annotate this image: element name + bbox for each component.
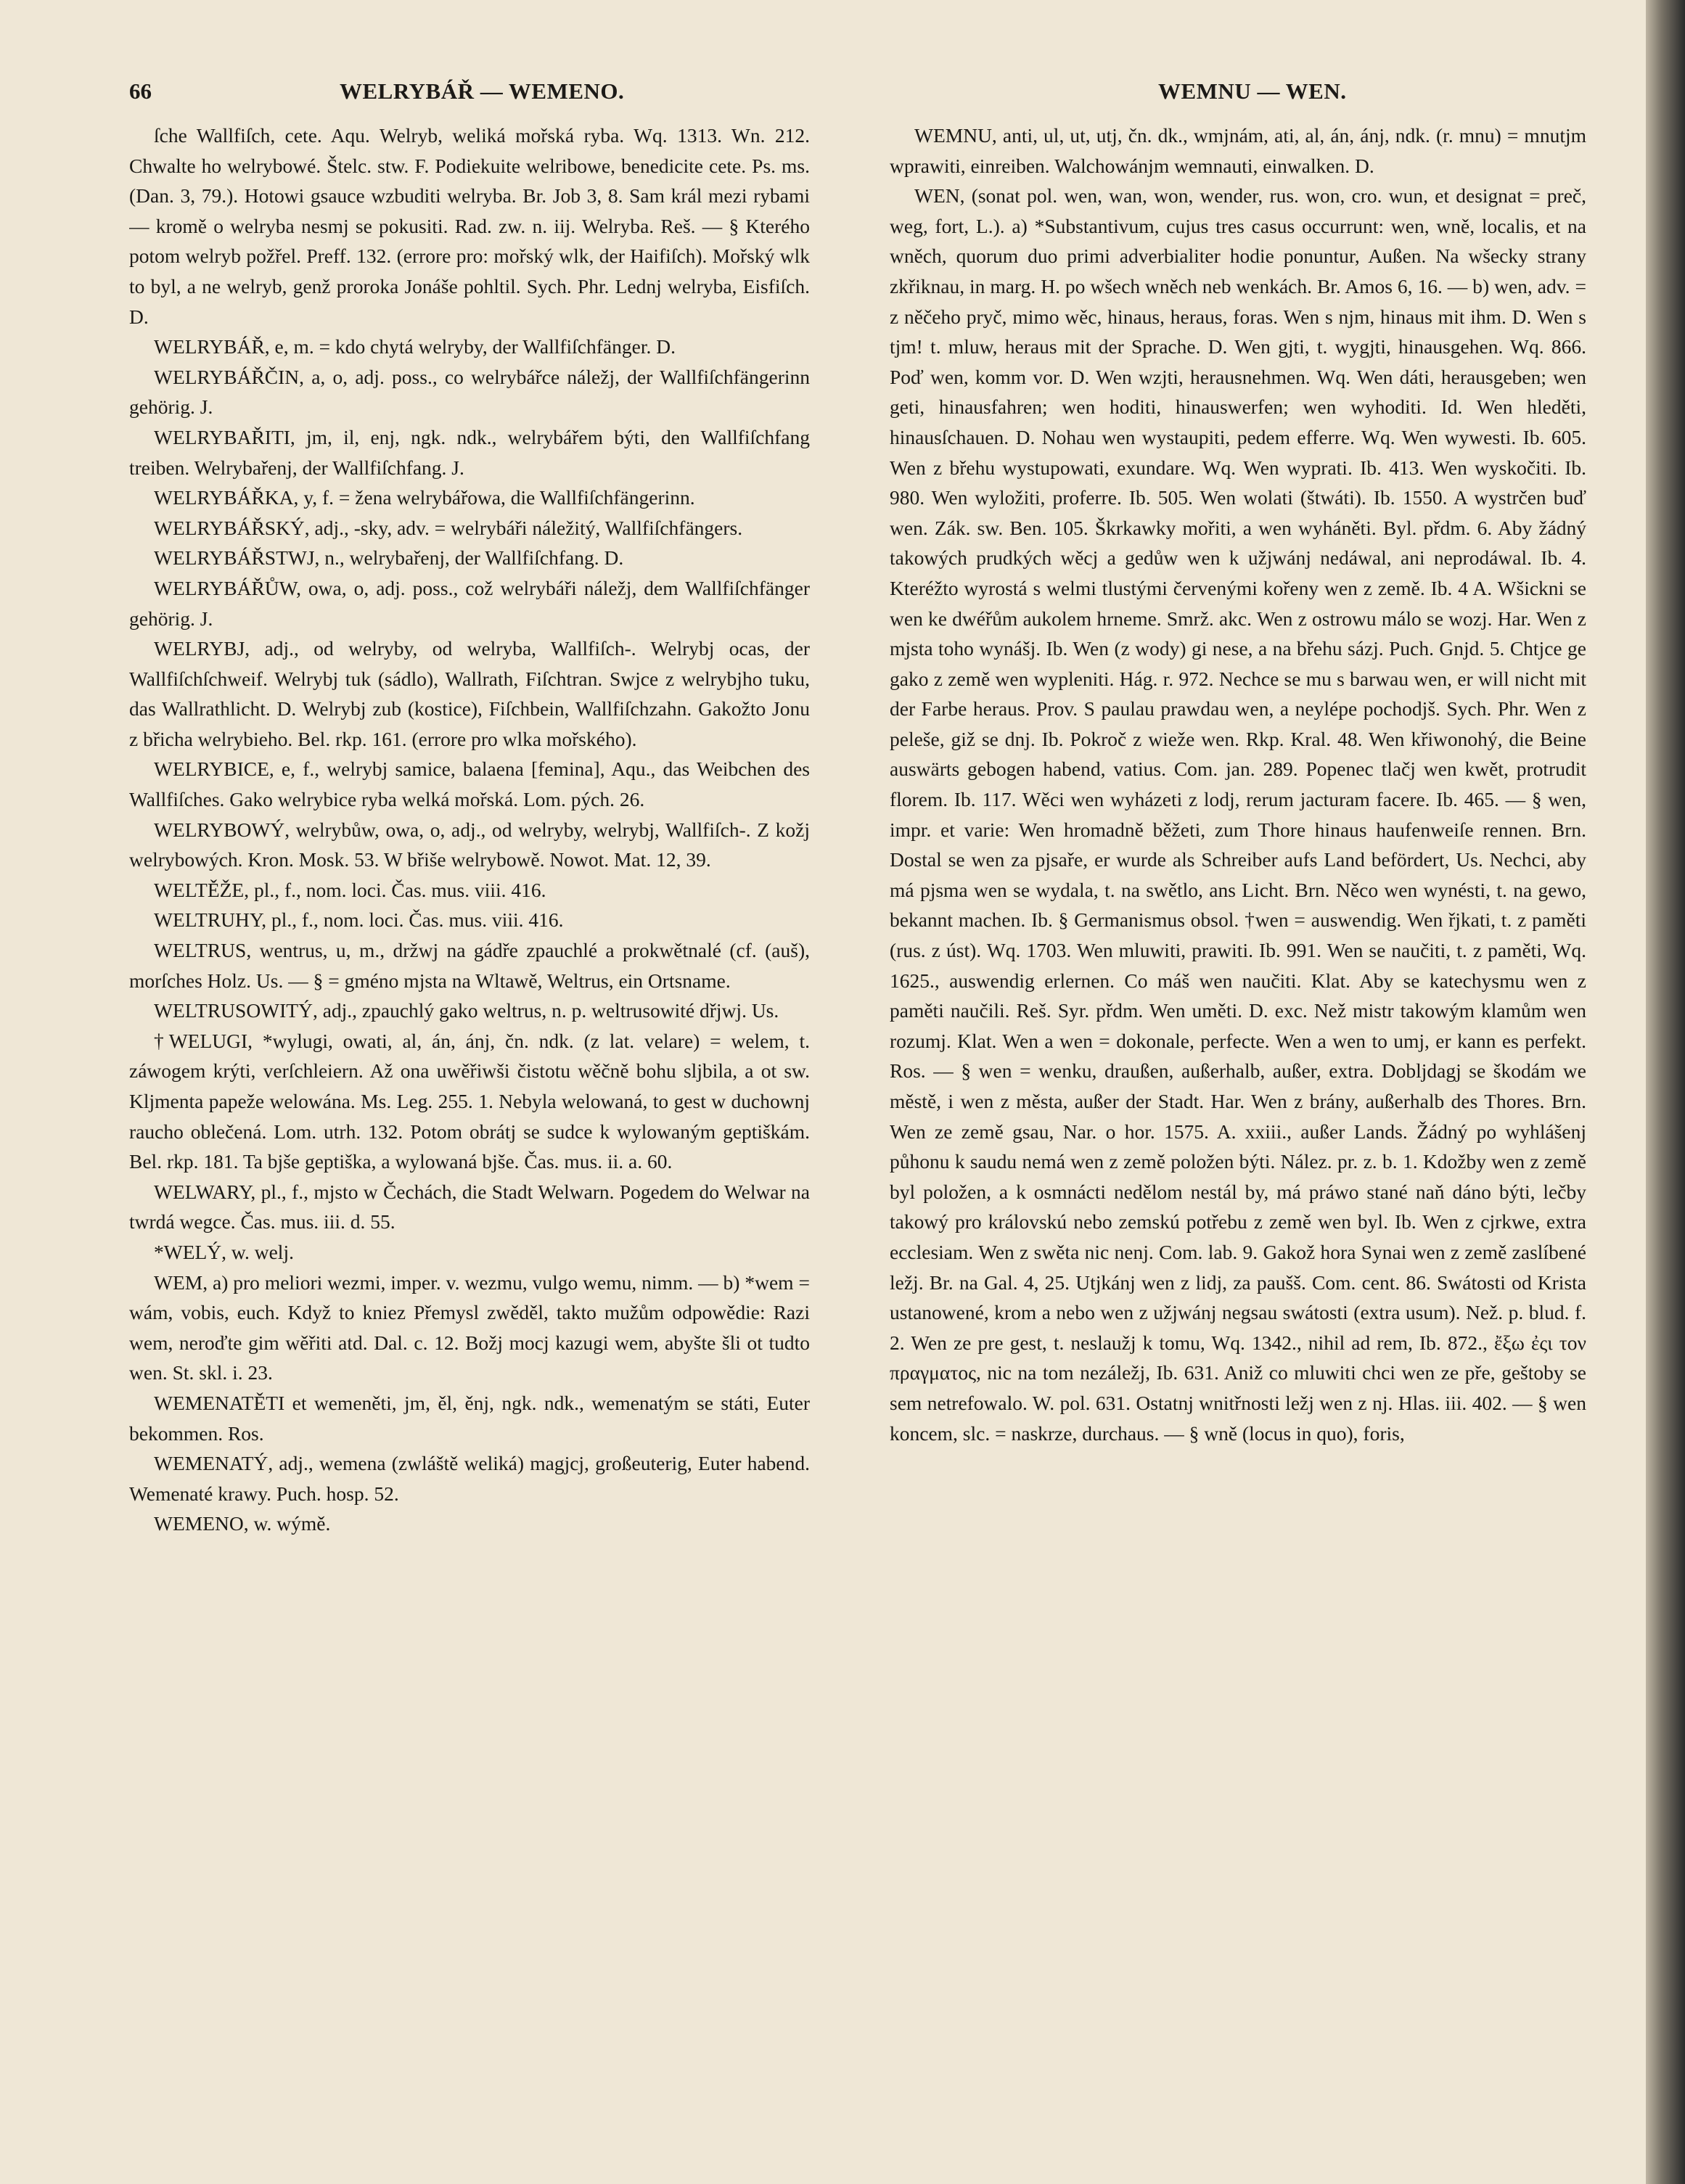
left-entry: †WELUGI, *wylugi, owati, al, án, ánj, čn. ndk. (z lat. velare) = welem, t. záwogem krýti, verſchleiern. Až ona uwěřiwši čistotu wěčně bohu sljbila, a ot sw. Kljmenta papeže welowána. Ms. Leg. 255. 1. Nebyla welowaná, to gest w duchownj raucho oblečená. Lom. utrh. 132. Potom obrátj se sudce k wylowaným geptiškám. Bel. rkp. 181. Ta bjše geptiška, a wylowaná bjše. Čas. mus. ii. a. 60. <box>129 1029 810 1173</box>
left-entry: WELWARY, pl., f., mjsto w Čechách, die Stadt Welwarn. Pogedem do Welwar na twrdá wegce. Čas. mus. iii. d. 55. <box>129 1180 810 1233</box>
left-entry: WELRYBAŘITI, jm, il, enj, ngk. ndk., welrybářem býti, den Wallfiſchfang treiben. Welrybařenj, der Wallfiſchfang. J. <box>129 425 810 479</box>
left-entry: WELRYBJ, adj., od welryby, od welryba, Wallfiſch-. Welrybj ocas, der Wallfiſchſchweif. Welrybj tuk (sádlo), Wallrath, Fiſchtran. Swjce z welrybjho tuku, das Wallrathlicht. D. Welrybj zub (kostice), Fiſchbein, Wallfiſchzahn. Gakožto Jonu z břicha welrybieho. Bel. rkp. 161. (errore pro wlka mořského). <box>129 637 810 750</box>
right-running-head: WEMNU — WEN. <box>1158 78 1347 104</box>
page-header <box>129 75 1569 110</box>
book-spine-shadow <box>1646 0 1685 2184</box>
left-entry: ſche Wallfiſch, cete. Aqu. Welryb, weliká mořská ryba. Wq. 1313. Wn. 212. Chwalte ho welrybowé. Štelc. stw. F. Podiekuite welribowe, benedicite cete. Ps. ms. (Dan. 3, 79.). Hotowi gsauce wzbuditi welryba. Br. Job 3, 8. Sam král mezi rybami — kromě o welryba nesmj se pokusiti. Rad. zw. n. iij. Welryba. Reš. — § Kterého potom welryb požřel. Preff. 132. (errore pro: mořský wlk, der Haifiſch). Mořský wlk to byl, a ne welryb, genž proroka Jonáše pohltil. Sych. Phr. Lednj welryba, Eisfiſch. D. <box>129 124 810 328</box>
left-entry: WELRYBÁŘSKÝ, adj., -sky, adv. = welrybáři náležitý, Wallfiſchfängers. <box>154 516 743 539</box>
right-entry: WEN, (sonat pol. wen, wan, won, wender, rus. won, cro. wun, et designat = preč, weg, fort, L.). a) *Substantivum, cujus tres casus occurrunt: wen, wně, localis, et na wněch, quorum duo primi adverbialiter hodie ponuntur, Außen. Na wšecky strany zkřiknau, in marg. H. po wšech wněch neb wenkách. Br. Amos 6, 16. — b) wen, adv. = z něčeho pryč, mimo wěc, hinaus, heraus, foras. Wen s njm, hinaus mit ihm. D. Wen s tjm! t. mluw, heraus mit der Sprache. D. Wen gjti, t. wygjti, hinausgehen. Wq. 866. Poď wen, komm vor. D. Wen wzjti, herausnehmen. Wq. Wen dáti, herausgeben; wen geti, hinausfahren; wen hoditi, hinauswerfen; wen wyhoditi. Id. Wen hleděti, hinausſchauen. D. Nohau wen wystaupiti, pedem efferre. Wq. Wen wywesti. Ib. 605. Wen z břehu wystupowati, exundare. Wq. Wen wyprati. Ib. 413. Wen wyskočiti. Ib. 980. Wen wyložiti, proferre. Ib. 505. Wen wolati (štwáti). Ib. 1550. A wystrčen buď wen. Zák. sw. Ben. 105. Škrkawky mořiti, a wen wyháněti. Byl. přdm. 6. Aby žádný takowých prudkých wěcj a gedůw wen k užjwánj nedáwal, ani neprodáwal. Ib. 4. Kteréžto wyrostá s welmi tlustými červenými kořeny wen z země. Ib. 4 A. Wšickni se wen ke dwéřům aukolem hrneme. Smrž. akc. Wen z ostrowu málo se wozj. Har. Wen z mjsta toho wynášj. Ib. Wen (z wody) gi nese, a na břehu sázj. Puch. Gnjd. 5. Chtjce ge gako z země wen wypleniti. Hág. r. 972. Nechce se mu s barwau wen, er will nicht mit der Farbe heraus. Prov. S paulau prawdau wen, a neylépe pochodjš. Sych. Phr. Wen z peleše, giž se dnj. Ib. Pokroč z wieže wen. Rkp. Kral. 48. Wen křiwonohý, die Beine auswärts gebogen habend, vatius. Com. jan. 289. Popenec tlačj wen kwět, protrudit florem. Ib. 117. Wěci wen wyházeti z lodj, rerum jacturam facere. Ib. 465. — § wen, impr. et varie: Wen hromadně běžeti, zum Thore hinaus haufenweiſe rennen. Brn. Dostal se wen za pjsaře, er wurde als Schreiber aufs Land befördert, Us. Nechci, aby má pjsma wen se wydala, t. na swětlo, ans Licht. Brn. Něco wen wynésti, t. na gewo, bekannt machen. Ib. § Germanismus obsol. †wen = auswendig. Wen řjkati, t. z paměti (rus. z úst). Wq. 1703. Wen mluwiti, prawiti. Ib. 991. Wen se naučiti, t. z paměti, Wq. 1625., auswendig erlernen. Co máš wen naučiti. Klat. Aby se katechysmu wen z paměti naučili. Reš. Syr. přdm. Wen uměti. D. exc. Než mistr takowým klamům wen rozumj. Klat. Wen a wen = dokonale, perfecte. Wen a wen to umj, er kann es perfekt. Ros. — § wen = wenku, draußen, außerhalb, außer, extra. Dobljdagj se škodám we městě, i wen z města, außer der Stadt. Har. Wen z brány, außerhalb des Thores. Brn. Wen ze země gsau, Nar. o hor. 1575. A. xxiii., außer Lands. Žádný po wyhlášenj půhonu k saudu nemá wen z země položen býti. Nález. pr. z. b. 1. Kdožby wen z země byl položen, a k osmnácti nedělom nestál by, má práwo stané naň dáno býti, lečby takowý pro královskú nebo zemskú potřebu z země wen byl. Ib. Wen z cjrkwe, extra ecclesiam. Wen z swěta nic nenj. Com. lab. 9. Gakož hora Synai wen z země zaslíbené ležj. Br. na Gal. 4, 25. Utjkánj wen z lidj, za paušš. Com. cent. 86. Swátosti od Krista ustanowené, krom a nebo wen z užjwánj negsau swátosti (extra usum). Než. p. blud. f. 2. Wen ze pre gest, t. neslaužj k tomu, Wq. 1342., nihil ad rem, Ib. 872., ἔξω ἐςι τον πραγματος, nic na tom nezáležj, Ib. 631. Aniž co mluwiti chci wen ze pře, geštoby se sem netrefowalo. W. pol. 631. Ostatnj wnitřnosti ležj wen z nj. Hlas. iii. 402. — § wen koncem, slc. = naskrze, durchaus. — § wně (locus in quo), foris, <box>890 184 1586 1445</box>
left-entry: WELRYBÁŘŮW, owa, o, adj. poss., což welrybáři náležj, dem Wallfiſchfänger gehörig. J. <box>129 576 810 630</box>
left-entry: WELRYBÁŘSTWJ, n., welrybařenj, der Wallfiſchfang. D. <box>154 546 624 570</box>
page-number: 66 <box>129 78 152 104</box>
left-entry: WELRYBOWÝ, welrybůw, owa, o, adj., od welryby, welrybj, Wallfiſch-. Z kožj welrybowých. Kron. Mosk. 53. W břiše welrybowě. Nowot. Mat. 12, 39. <box>129 818 810 871</box>
right-entry: WEMNU, anti, ul, ut, utj, čn. dk., wmjnám, ati, al, án, ánj, ndk. (r. mnu) = mnutjm wprawiti, einreiben. Walchowánjm wemnauti, einwalken. D. <box>890 124 1586 177</box>
left-entry: WELTRUS, wentrus, u, m., držwj na gádře zpauchlé a prokwětnalé (cf. (auš), morſches Holz. Us. — § = gméno mjsta na Wltawě, Weltrus, ein Ortsname. <box>129 939 810 992</box>
left-entry: WELRYBICE, e, f., welrybj samice, balaena [femina], Aqu., das Weibchen des Wallfiſches. Gako welrybice ryba welká mořská. Lom. pých. 26. <box>129 758 810 811</box>
left-entry: WEMENATĚTI et wemeněti, jm, ěl, ěnj, ngk. ndk., wemenatým se státi, Euter bekommen. Ros. <box>129 1391 810 1445</box>
right-column <box>890 120 1586 2152</box>
left-entry: WEMENATÝ, adj., wemena (zwláště weliká) magjcj, großeuterig, Euter habend. Wemenaté krawy. Puch. hosp. 52. <box>129 1452 810 1505</box>
left-entry: WEMENO, w. wýmě. <box>154 1512 331 1535</box>
left-running-head: WELRYBÁŘ — WEMENO. <box>340 78 625 104</box>
left-entry: *WELÝ, w. welj. <box>154 1240 294 1263</box>
left-column <box>129 120 810 2152</box>
left-entry: WEM, a) pro meliori wezmi, imper. v. wezmu, vulgo wemu, nimm. — b) *wem = wám, vobis, euch. Když to kniez Přemysl zwěděl, takto mužům odpowědie: Razi wem, neroďte gim wěřiti atd. Dal. c. 12. Božj mocj kazugi wem, abyšte šli ot tudto wen. St. skl. i. 23. <box>129 1270 810 1384</box>
left-entry: WELTRUSOWITÝ, adj., zpauchlý gako weltrus, n. p. weltrusowité dřjwj. Us. <box>154 999 779 1022</box>
left-entry: WELRYBÁŘ, e, m. = kdo chytá welryby, der Wallfiſchfänger. D. <box>154 335 676 358</box>
left-entry: WELRYBÁŘČIN, a, o, adj. poss., co welrybářce náležj, der Wallfiſchfängerinn gehörig. J. <box>129 365 810 419</box>
left-entry: WELRYBÁŘKA, y, f. = žena welrybářowa, die Wallfiſchfängerinn. <box>154 486 695 509</box>
left-entry: WELTĚŽE, pl., f., nom. loci. Čas. mus. viii. 416. <box>154 878 546 901</box>
left-entry: WELTRUHY, pl., f., nom. loci. Čas. mus. viii. 416. <box>154 908 564 932</box>
